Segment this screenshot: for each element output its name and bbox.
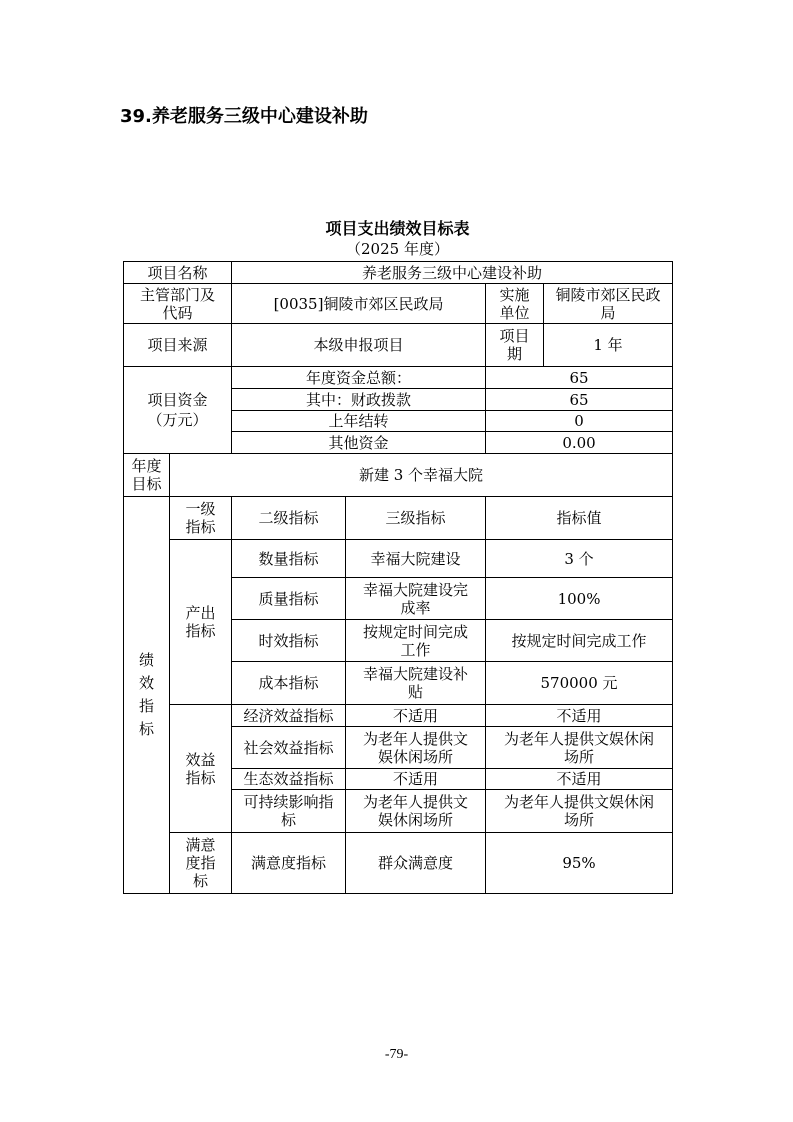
indicator-level3: 为老年人提供文娱休闲场所	[346, 727, 486, 769]
indicator-level2: 质量指标	[232, 578, 346, 620]
page-number: -79-	[384, 1047, 409, 1062]
indicator-level2: 数量指标	[232, 540, 346, 578]
header-level1: 一级指标	[170, 497, 232, 540]
table-title: 项目支出绩效目标表	[325, 219, 470, 238]
funds-fiscal-label: 其中：财政拨款	[232, 389, 486, 411]
funds-carryover-value: 0	[486, 411, 673, 432]
performance-indicators-label: 绩效指标	[124, 497, 170, 894]
indicator-level1-satisfaction: 满意度指标	[170, 833, 232, 894]
project-name-value: 养老服务三级中心建设补助	[232, 262, 673, 284]
annual-goal-label: 年度目标	[124, 454, 170, 497]
header-level3: 三级指标	[346, 497, 486, 540]
source-value: 本级申报项目	[232, 324, 486, 367]
indicator-value: 不适用	[486, 769, 673, 790]
indicator-level3: 群众满意度	[346, 833, 486, 894]
indicator-value: 不适用	[486, 705, 673, 727]
indicator-level2: 生态效益指标	[232, 769, 346, 790]
section-heading: 39.养老服务三级中心建设补助	[120, 106, 368, 127]
indicator-level2: 时效指标	[232, 620, 346, 662]
indicator-value: 为老年人提供文娱休闲场所	[486, 790, 673, 833]
performance-target-table	[123, 261, 673, 894]
indicator-value: 按规定时间完成工作	[486, 620, 673, 662]
table-row	[124, 540, 673, 578]
indicator-level3: 幸福大院建设	[346, 540, 486, 578]
indicator-level3: 幸福大院建设完成率	[346, 578, 486, 620]
funds-other-label: 其他资金	[232, 432, 486, 454]
indicator-value: 3 个	[486, 540, 673, 578]
indicator-level1-benefit: 效益指标	[170, 705, 232, 833]
indicator-value: 为老年人提供文娱休闲场所	[486, 727, 673, 769]
header-level2: 二级指标	[232, 497, 346, 540]
period-value: 1 年	[544, 324, 673, 367]
funds-fiscal-value: 65	[486, 389, 673, 411]
table-row	[124, 833, 673, 894]
table-year: （2025 年度）	[346, 240, 449, 258]
period-label: 项目期	[486, 324, 544, 367]
indicator-level1-output: 产出指标	[170, 540, 232, 705]
row-indicator-headers	[124, 497, 673, 540]
indicator-value: 570000 元	[486, 662, 673, 705]
department-value: [0035]铜陵市郊区民政局	[232, 284, 486, 324]
source-label: 项目来源	[124, 324, 232, 367]
implementing-unit-label: 实施单位	[486, 284, 544, 324]
implementing-unit-value: 铜陵市郊区民政局	[544, 284, 673, 324]
funds-carryover-label: 上年结转	[232, 411, 486, 432]
department-label: 主管部门及代码	[124, 284, 232, 324]
indicator-level2: 满意度指标	[232, 833, 346, 894]
indicator-value: 100%	[486, 578, 673, 620]
annual-goal-value: 新建 3 个幸福大院	[170, 454, 673, 497]
indicator-level2: 成本指标	[232, 662, 346, 705]
row-project-name	[124, 262, 673, 284]
table-row	[124, 705, 673, 727]
indicator-level3: 不适用	[346, 769, 486, 790]
indicator-level2: 社会效益指标	[232, 727, 346, 769]
funds-total-label: 年度资金总额：	[232, 367, 486, 389]
indicator-level3: 不适用	[346, 705, 486, 727]
row-annual-goal	[124, 454, 673, 497]
funds-label: 项目资金（万元）	[124, 367, 232, 454]
funds-other-value: 0.00	[486, 432, 673, 454]
indicator-level2: 可持续影响指标	[232, 790, 346, 833]
project-name-label: 项目名称	[124, 262, 232, 284]
indicator-level3: 幸福大院建设补贴	[346, 662, 486, 705]
row-source	[124, 324, 673, 367]
funds-total-value: 65	[486, 367, 673, 389]
row-department	[124, 284, 673, 324]
indicator-level2: 经济效益指标	[232, 705, 346, 727]
indicator-value: 95%	[486, 833, 673, 894]
header-value: 指标值	[486, 497, 673, 540]
indicator-level3: 按规定时间完成工作	[346, 620, 486, 662]
row-funds-total	[124, 367, 673, 389]
indicator-level3: 为老年人提供文娱休闲场所	[346, 790, 486, 833]
